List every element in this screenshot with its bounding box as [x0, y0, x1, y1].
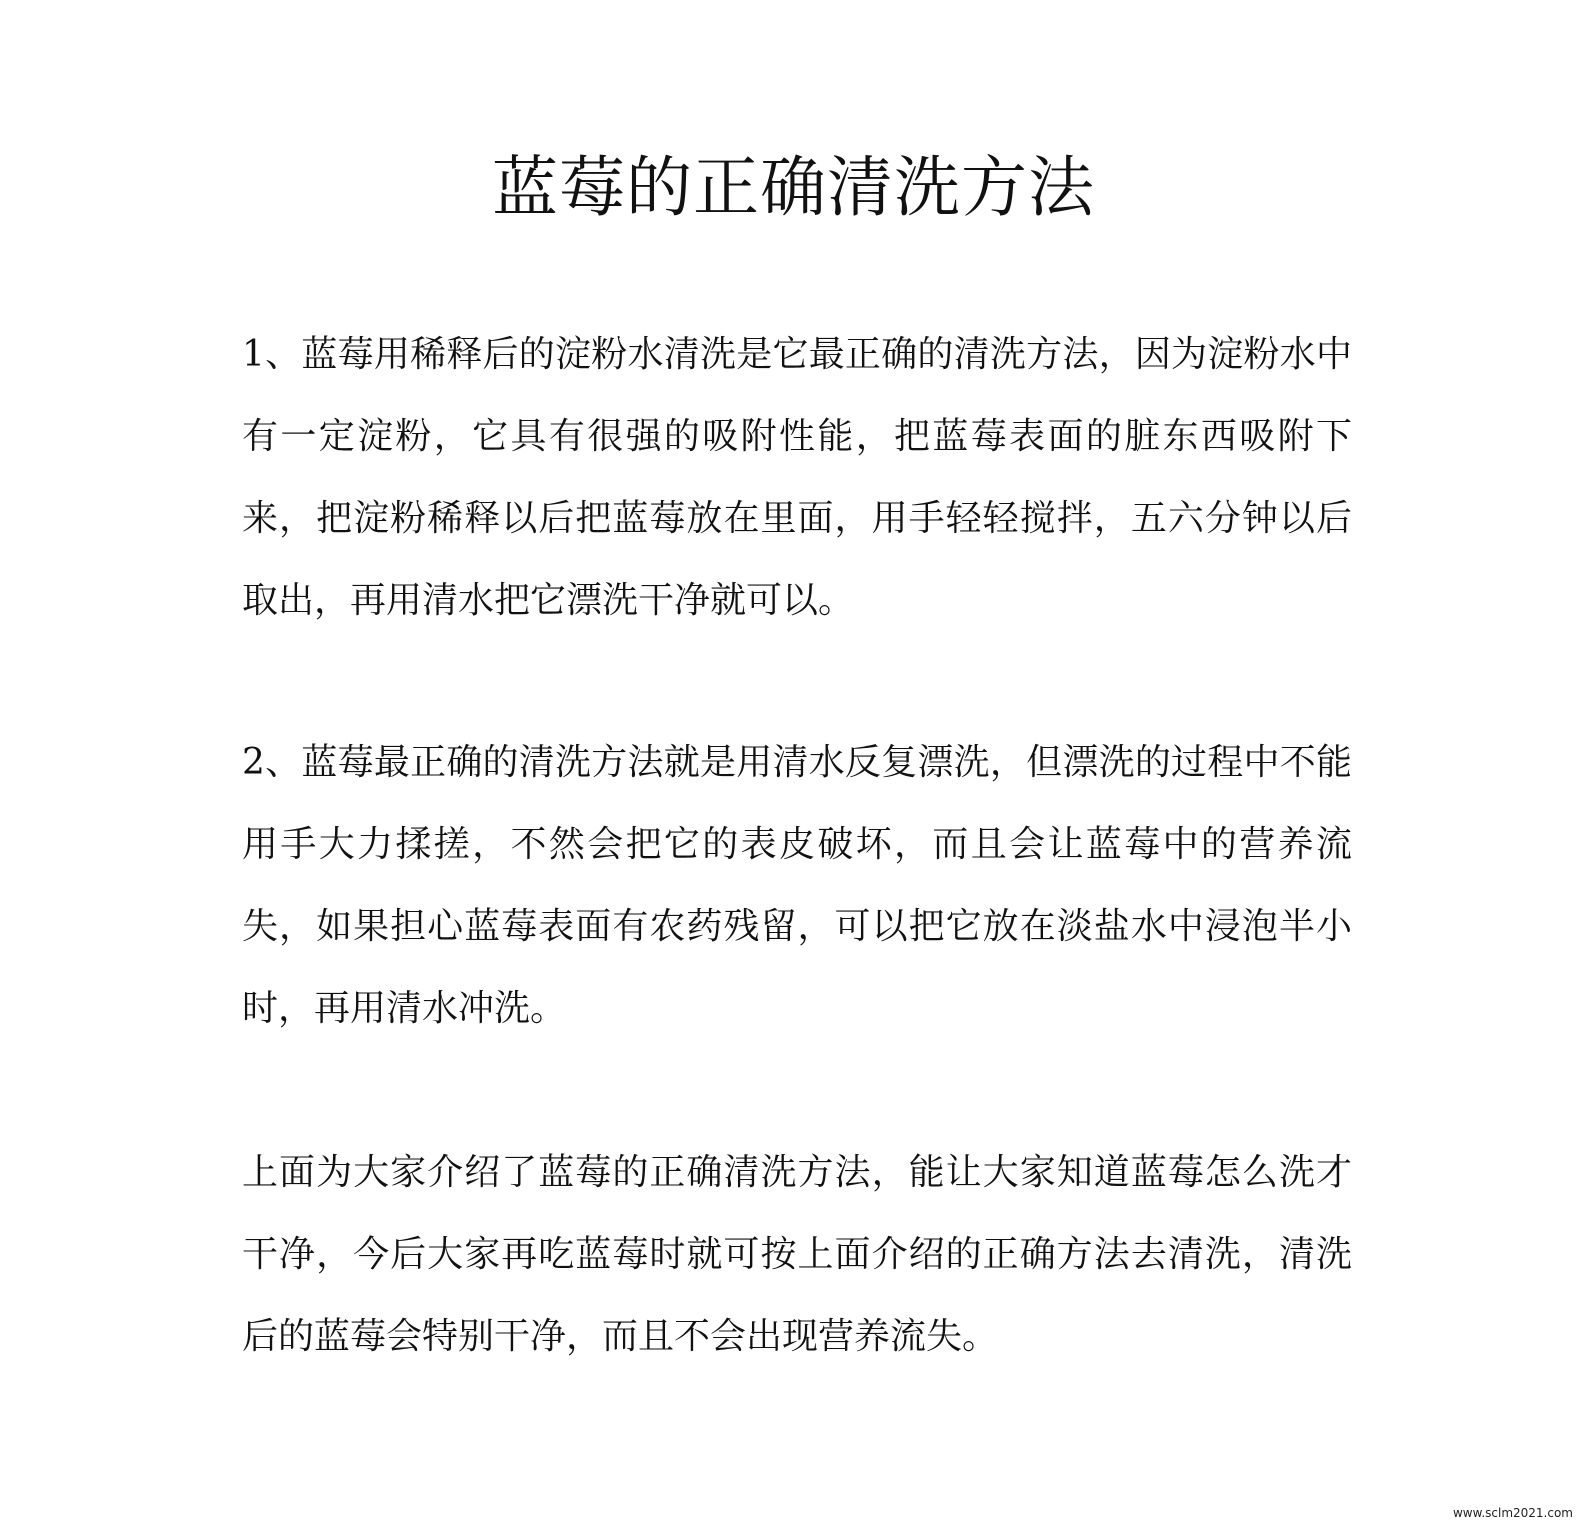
paragraph-1: 1、蓝莓用稀释后的淀粉水清洗是它最正确的清洗方法，因为淀粉水中有一定淀粉，它具有很强的吸附性能，把蓝莓表面的脏东西吸附下来，把淀粉稀释以后把蓝莓放在里面，用手轻轻搅拌，五六分钟以后取出，再用清水把它漂洗干净就可以。	[242, 334, 1352, 621]
paragraph-2: 2、蓝莓最正确的清洗方法就是用清水反复漂洗，但漂洗的过程中不能用手大力揉搓，不然会把它的表皮破坏，而且会让蓝莓中的营养流失，如果担心蓝莓表面有农药残留，可以把它放在淡盐水中浸泡半小时，再用清水冲洗。	[242, 742, 1352, 1029]
document-title: 蓝莓的正确清洗方法	[492, 149, 1095, 226]
site-watermark: www.sclm2021.com	[1452, 1506, 1573, 1520]
paragraph-3: 上面为大家介绍了蓝莓的正确清洗方法，能让大家知道蓝莓怎么洗才干净，今后大家再吃蓝莓时就可按上面介绍的正确方法去清洗，清洗后的蓝莓会特别干净，而且不会出现营养流失。	[242, 1152, 1352, 1357]
